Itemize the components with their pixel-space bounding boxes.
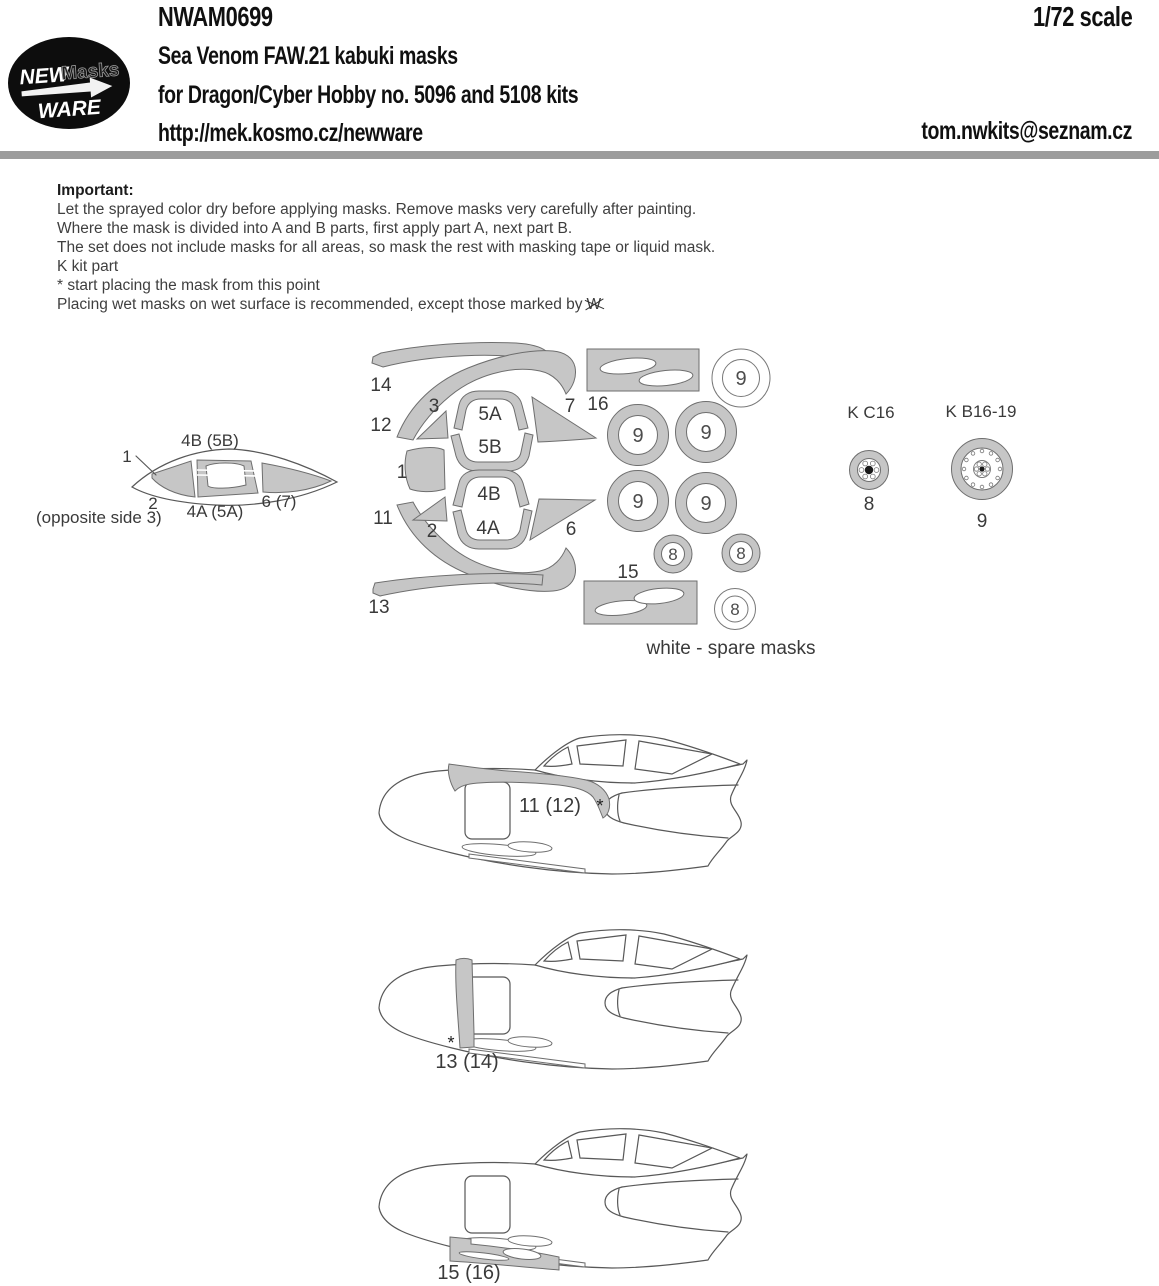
spare-masks-note: white - spare masks xyxy=(646,638,816,659)
label-5b: 5B xyxy=(478,437,502,458)
product-code: NWAM0699 xyxy=(158,1,273,32)
wet-symbol: W xyxy=(586,296,602,313)
mask-sheet-diagram xyxy=(20,335,1130,665)
kit-wheel-b16-19-number: 9 xyxy=(976,511,988,532)
scale-label: 1/72 scale xyxy=(1032,1,1132,32)
leader-line xyxy=(136,456,156,475)
instructions-block xyxy=(57,181,715,314)
start-point-star: * xyxy=(447,1033,455,1053)
logo-masks: Masks xyxy=(60,59,121,85)
top-view-label-6: 6 (7) xyxy=(261,492,297,511)
top-view-label-2: 2 xyxy=(148,494,158,513)
mask-piece-16 xyxy=(587,349,699,391)
header-divider xyxy=(0,151,1159,159)
label-6: 6 xyxy=(565,519,577,540)
svg-text:9: 9 xyxy=(632,491,644,513)
svg-text:8: 8 xyxy=(730,600,740,619)
svg-text:9: 9 xyxy=(632,425,644,447)
mask-ring-9 xyxy=(676,402,737,463)
instruction-line: The set does not include masks for all areas, so mask the rest with masking tape or liquid mask. xyxy=(57,239,716,256)
website-url: http://mek.kosmo.cz/newware xyxy=(158,119,423,147)
label-13: 13 xyxy=(368,597,390,618)
top-view-label-4a: 4A (5A) xyxy=(186,502,244,521)
spare-ring-8 xyxy=(715,589,756,630)
contact-email: tom.nwkits@seznam.cz xyxy=(921,117,1132,145)
label-4b: 4B xyxy=(477,484,501,505)
instruction-line: Let the sprayed color dry before applying masks. Remove masks very carefully after painting. xyxy=(57,201,697,218)
profile-label-13-14: 13 (14) xyxy=(435,1051,499,1073)
frame-line xyxy=(197,470,258,471)
label-12: 12 xyxy=(370,415,392,436)
top-view-label-1: 1 xyxy=(122,447,132,466)
mask-region-2 xyxy=(152,461,195,497)
instruction-line: * start placing the mask from this point xyxy=(57,277,320,294)
logo-ware: WARE xyxy=(37,95,102,124)
mask-piece-15 xyxy=(584,581,697,624)
product-title: Sea Venom FAW.21 kabuki masks xyxy=(158,42,458,70)
label-11: 11 xyxy=(373,508,393,529)
top-view-label-4b: 4B (5B) xyxy=(181,431,239,450)
svg-text:9: 9 xyxy=(735,368,747,390)
label-7: 7 xyxy=(564,396,576,417)
spare-ring-9 xyxy=(712,349,770,407)
label-14: 14 xyxy=(370,375,392,396)
svg-text:9: 9 xyxy=(700,493,712,515)
product-subtitle: for Dragon/Cyber Hobby no. 5096 and 5108 kits xyxy=(158,81,579,109)
label-3: 3 xyxy=(428,396,440,417)
mask-piece-1 xyxy=(405,448,445,492)
label-5a: 5A xyxy=(478,404,502,425)
profile-view-11-12 xyxy=(372,726,792,896)
start-point-star: * xyxy=(596,796,604,816)
mask-ring-9 xyxy=(608,405,669,466)
mask-ring-8 xyxy=(654,535,692,573)
instruction-line: K kit part xyxy=(57,258,119,275)
label-15: 15 xyxy=(617,562,639,583)
mask-ring-8 xyxy=(722,534,760,572)
kit-wheel-b16-19-label: K B16-19 xyxy=(945,402,1017,421)
svg-text:8: 8 xyxy=(736,544,746,563)
mask-region-6 xyxy=(262,463,331,493)
kit-wheel-c16-number: 8 xyxy=(863,494,875,515)
top-view-note: (opposite side 3) xyxy=(36,508,162,527)
profile-label-11-12: 11 (12) xyxy=(519,795,581,817)
profile-view-13-14 xyxy=(372,921,792,1091)
instruction-line: Where the mask is divided into A and B parts, first apply part A, next part B. xyxy=(57,220,573,237)
kit-wheel-b16-19 xyxy=(946,402,1017,532)
profile-label-15-16: 15 (16) xyxy=(437,1262,501,1284)
frame-line xyxy=(197,475,258,476)
label-1: 1 xyxy=(396,462,408,483)
logo-new: NEW xyxy=(18,63,70,90)
label-4a: 4A xyxy=(476,518,500,539)
instructions-heading: Important: xyxy=(57,182,134,199)
svg-text:8: 8 xyxy=(668,545,678,564)
mask-ring-9 xyxy=(676,473,737,534)
kit-wheel-c16 xyxy=(847,403,894,515)
canopy-top-view xyxy=(36,431,337,527)
instruction-line: Placing wet masks on wet surface is recommended, except those marked by W xyxy=(57,296,602,313)
newware-logo xyxy=(6,36,132,130)
mask-ring-9 xyxy=(608,471,669,532)
profile-view-15-16 xyxy=(372,1120,792,1286)
mask-piece-6 xyxy=(530,499,595,540)
label-2: 2 xyxy=(426,521,438,542)
kit-wheel-c16-label: K C16 xyxy=(847,403,895,422)
svg-text:9: 9 xyxy=(700,422,712,444)
label-16: 16 xyxy=(587,394,609,415)
mask-piece-2 xyxy=(413,497,447,521)
